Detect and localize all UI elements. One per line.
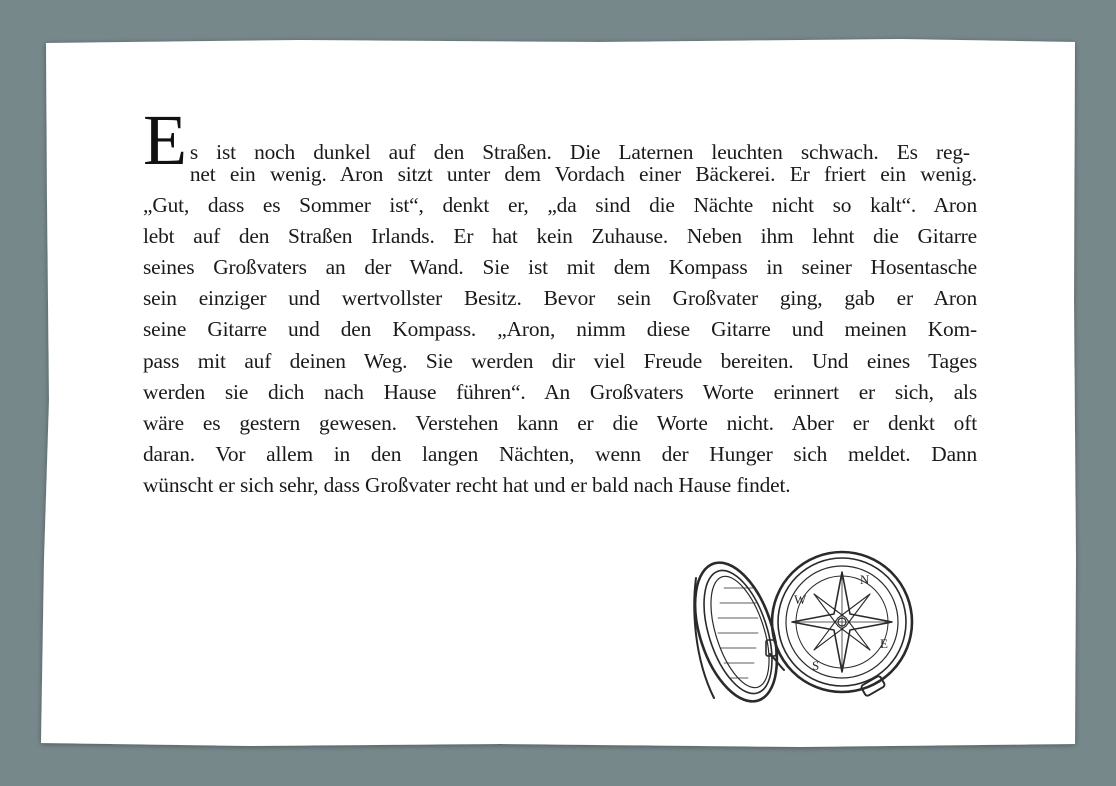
compass-letter-n: N (860, 572, 870, 587)
story-line: daran. Vor allem in den langen Nächten, wenn der Hunger sich meldet. Dann (143, 441, 977, 466)
compass-letter-s: S (812, 658, 820, 673)
story-line: sein einziger und wertvollster Besitz. Bevor sein Großvater ging, gab er Aron (143, 286, 977, 311)
compass-icon (684, 548, 920, 708)
story-line: wäre es gestern gewesen. Verstehen kann er die Worte nicht. Aber er denkt oft (143, 410, 977, 435)
drop-cap: E (143, 100, 187, 180)
story-text (143, 100, 977, 501)
story-line: s ist noch dunkel auf den Straßen. Die Laternen leuchten schwach. Es reg- (189, 140, 970, 164)
story-line: pass mit auf deinen Weg. Sie werden dir viel Freude bereiten. Und eines Tages (143, 348, 977, 373)
compass-letter-w: W (794, 592, 807, 607)
compass-lid (684, 552, 792, 708)
compass-letter-e: E (880, 636, 888, 651)
story-line: seines Großvaters an der Wand. Sie ist mit dem Kompass in seiner Hosentasche (143, 255, 977, 280)
story-line: wünscht er sich sehr, dass Großvater recht hat und er bald nach Hause findet. (143, 472, 791, 497)
story-line: lebt auf den Straßen Irlands. Er hat kein Zuhause. Neben ihm lehnt die Gitarre (143, 224, 977, 249)
compass-body (772, 552, 912, 697)
story-line: seine Gitarre und den Kompass. „Aron, nimm diese Gitarre und meinen Kom- (143, 317, 977, 342)
story-line: net ein wenig. Aron sitzt unter dem Vordach einer Bäckerei. Er friert ein wenig. (189, 162, 977, 186)
story-line: werden sie dich nach Hause führen“. An Großvaters Worte erinnert er sich, als (143, 379, 977, 404)
story-line: „Gut, dass es Sommer ist“, denkt er, „da sind die Nächte nicht so kalt“. Aron (143, 193, 977, 218)
